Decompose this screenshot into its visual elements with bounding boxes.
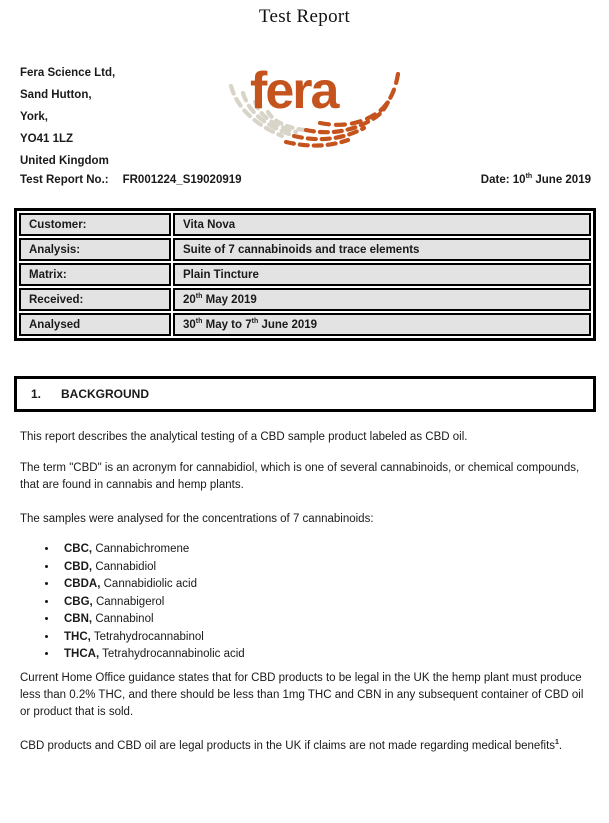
fera-logo — [224, 60, 416, 154]
cannabinoid-name: Cannabidiol — [95, 560, 157, 573]
row-value: Suite of 7 cannabinoids and trace elements — [173, 238, 591, 261]
row-label: Received: — [19, 288, 171, 311]
report-no-value: FR001224_S19020919 — [122, 174, 242, 186]
cannabinoid-abbr: CBDA, — [64, 578, 101, 590]
table-row-analysis — [19, 238, 591, 261]
page-title: Test Report — [258, 6, 351, 27]
row-value: Vita Nova — [173, 213, 591, 236]
date-ordinal-suffix: th — [525, 173, 533, 180]
row-label: Matrix: — [19, 263, 171, 286]
table-row-analysed — [19, 313, 591, 336]
cannabinoid-name: Tetrahydrocannabinolic acid — [102, 648, 245, 660]
address-line: Fera Science Ltd, — [20, 67, 116, 79]
list-item-cbd — [58, 559, 580, 577]
cannabinoid-name: Tetrahydrocannabinol — [93, 630, 204, 643]
ordinal-suffix: th — [195, 292, 203, 300]
cannabinoid-name: Cannabidiolic acid — [103, 578, 197, 590]
list-item-cbn — [58, 611, 580, 629]
date-rest: June 2019 — [535, 174, 591, 186]
address-line: YO41 1LZ — [20, 133, 74, 145]
address-line: Sand Hutton, — [20, 89, 92, 101]
cannabinoid-name: Cannabichromene — [95, 543, 190, 555]
list-item-cbda — [58, 576, 580, 594]
cannabinoid-abbr: CBD, — [64, 560, 93, 573]
report-number — [20, 174, 242, 186]
paragraph-cbd-definition: The term "CBD" is an acronym for cannabidiol, which is one of several cannabinoids, or chemical compounds, that are found in cannabis and hemp plants. — [20, 462, 580, 491]
section-header-background — [14, 376, 596, 412]
address-line: York, — [20, 111, 48, 123]
report-no-label: Test Report No.: — [20, 174, 109, 186]
cannabinoid-list — [20, 541, 580, 664]
logo-wheat-icon — [224, 60, 416, 154]
row-label: Customer: — [19, 213, 171, 236]
paragraph-home-office-guidance: Current Home Office guidance states that for CBD products to be legal in the UK the hemp plant must produce less than 0.2% THC, and there should be less than 1mg THC and CBN in any subsequent container of CBD oil or product that is sold. — [20, 672, 584, 718]
date-label: Date: — [480, 174, 510, 186]
row-value: Plain Tincture — [173, 263, 591, 286]
footnote-ref: 1 — [555, 739, 559, 746]
list-item-thc — [58, 629, 580, 647]
cannabinoid-abbr: CBC, — [64, 543, 93, 555]
row-value: 20th May 2019 — [173, 288, 591, 311]
report-meta-row — [20, 174, 591, 186]
row-value: 30th May to 7th June 2019 — [173, 313, 591, 336]
list-item-thca — [58, 646, 580, 664]
list-item-cbc — [58, 541, 580, 559]
list-item-cbg — [58, 594, 580, 612]
cannabinoid-abbr: THC, — [64, 630, 91, 643]
table-row-customer — [19, 213, 591, 236]
section-number: 1. — [31, 387, 42, 401]
paragraph-report-intro: This report describes the analytical testing of a CBD sample product labeled as CBD oil. — [20, 431, 468, 443]
company-address-block — [20, 62, 115, 172]
table-row-received — [19, 288, 591, 311]
cannabinoid-abbr: CBG, — [64, 595, 93, 608]
address-line: United Kingdom — [20, 155, 109, 167]
logo-text: fera — [250, 62, 338, 120]
ordinal-suffix: th — [195, 317, 203, 325]
paragraph-samples-analysed: The samples were analysed for the concentrations of 7 cannabinoids: — [20, 513, 374, 525]
date-day: 10 — [512, 174, 526, 186]
report-date — [481, 174, 591, 186]
sample-info-table — [14, 208, 596, 341]
paragraph-legal-products: CBD products and CBD oil are legal products in the UK if claims are not made regarding medical benefits$^1$. — [20, 739, 563, 752]
ordinal-suffix: th — [251, 317, 259, 325]
cannabinoid-abbr: CBN, — [64, 613, 93, 625]
table-row-matrix — [19, 263, 591, 286]
section-title: BACKGROUND — [61, 387, 149, 401]
row-label: Analysis: — [19, 238, 171, 261]
row-label: Analysed — [19, 313, 171, 336]
cannabinoid-name: Cannabinol — [95, 613, 154, 625]
cannabinoid-name: Cannabigerol — [95, 595, 165, 608]
cannabinoid-abbr: THCA, — [64, 648, 100, 660]
